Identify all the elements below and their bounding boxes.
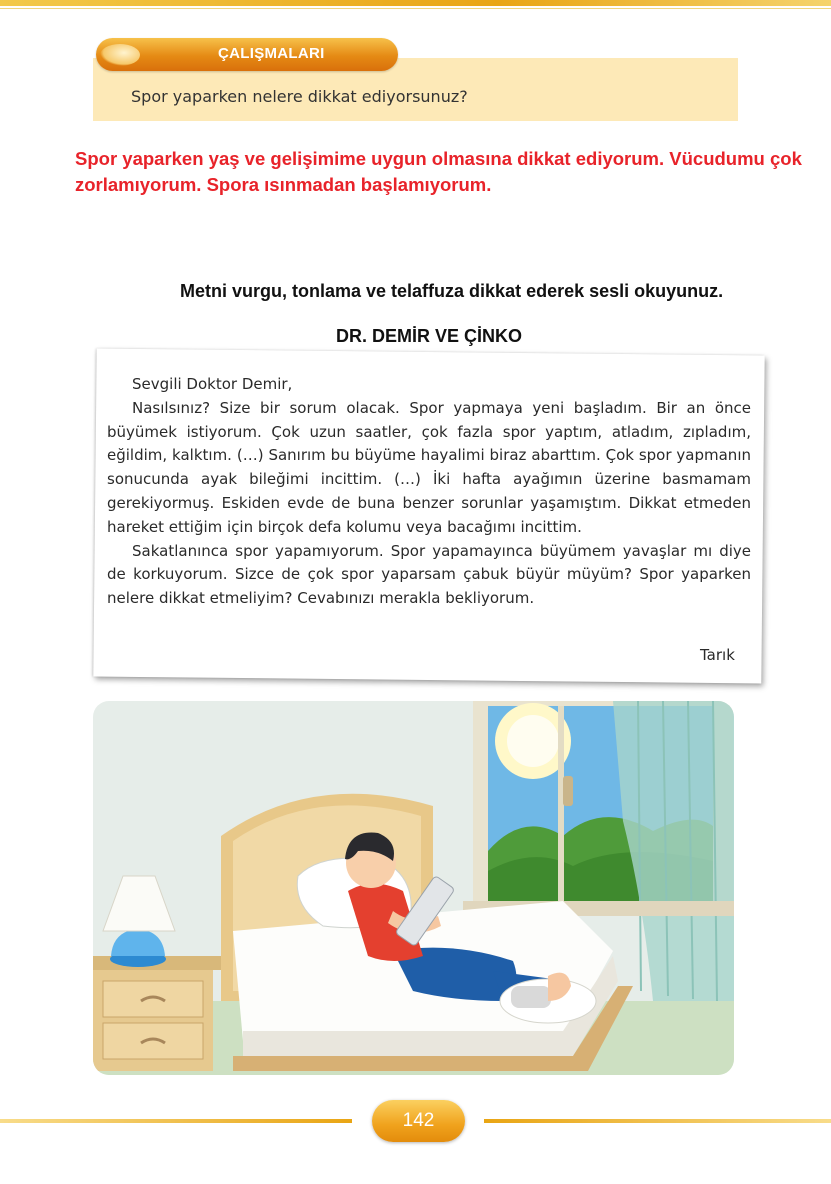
section-title: ÇALIŞMALARI <box>218 45 325 62</box>
letter-greeting: Sevgili Doktor Demir, <box>132 375 293 393</box>
illustration-boy-in-bed <box>93 701 734 1075</box>
page-number: 142 <box>372 1100 465 1142</box>
bottom-rule-left <box>0 1119 352 1123</box>
letter-signature: Tarık <box>700 646 735 664</box>
letter-paragraph-1: Nasılsınız? Size bir sorum olacak. Spor yapmaya yeni başladım. Bir an önce büyümek istiyorum. Çok uzun saatler, çok fazla spor yaptım, atladım, zıpladım, eğildim, kalktım. (…) Sanırım bu büyüme hayalimi biraz abarttım. Çok spor yapmanın sonucunda ayak bileğimi incittim. (…) İki hafta ayağımın üzerine basmamam gerekiyormuş. Eskiden evde de buna benzer sorunlar yaşamıştım. Dikkat etmeden hareket ettiğim için birçok defa kolumu veya bacağımı incittim. <box>107 398 751 536</box>
top-rule-thin <box>0 8 831 9</box>
letter-title: DR. DEMİR VE ÇİNKO <box>335 326 522 346</box>
answer-text: Spor yaparken yaş ve gelişimime uygun olmasına dikkat ediyorum. Vücudumu çok zorlamıyorum. Spora ısınmadan başlamıyorum. <box>75 148 802 195</box>
letter-body <box>107 373 751 611</box>
letter-paragraph-2: Sakatlanınca spor yapamıyorum. Spor yapamayınca büyümem yavaşlar mı diye de korkuyorum. Sizce de çok spor yaparsam çabuk büyür müyüm? Spor yaparken nelere dikkat etmeliyim? Cevabınızı merakla bekliyorum. <box>107 541 751 608</box>
top-rule <box>0 0 831 6</box>
swoosh-icon <box>100 44 140 66</box>
section-header <box>96 38 398 71</box>
question-text: Spor yaparken nelere dikkat ediyorsunuz? <box>131 87 468 106</box>
bottom-rule-right <box>484 1119 831 1123</box>
reading-instruction: Metni vurgu, tonlama ve telaffuza dikkat ederek sesli okuyunuz. <box>180 281 724 301</box>
